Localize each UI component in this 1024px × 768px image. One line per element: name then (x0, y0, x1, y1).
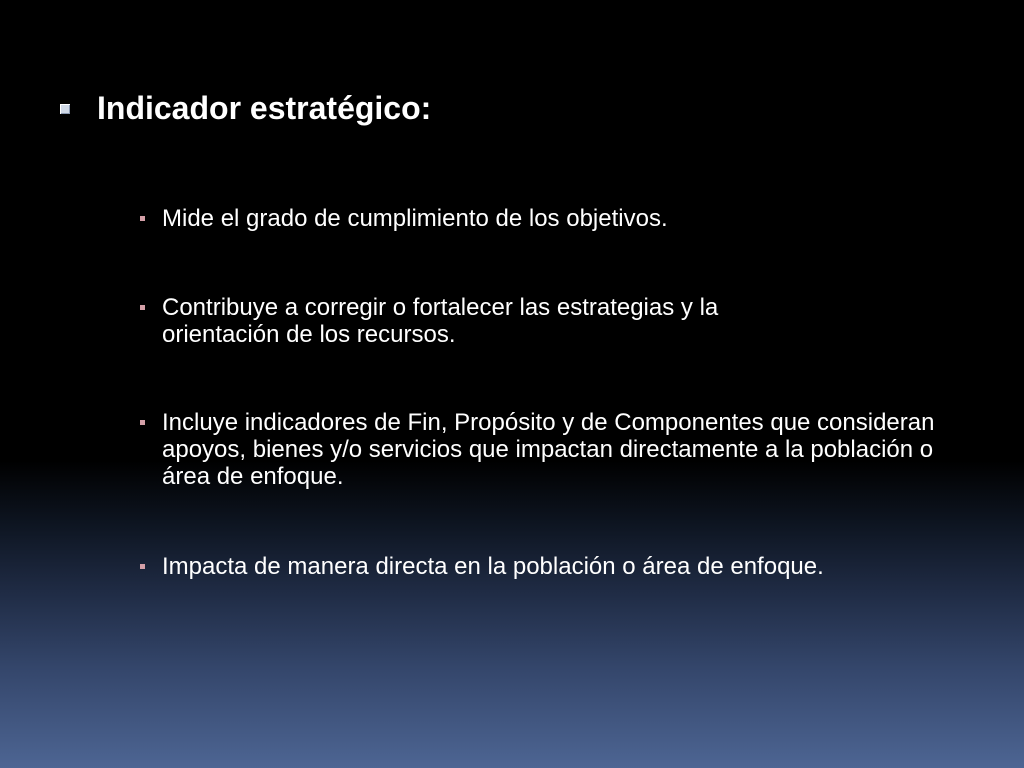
bullet-item (140, 205, 960, 232)
bullet-item-text: Impacta de manera directa en la población o área de enfoque. (162, 553, 824, 580)
small-square-bullet-icon (140, 216, 145, 221)
bullet-item (140, 553, 960, 580)
square-bullet-icon (60, 104, 70, 114)
small-square-bullet-icon (140, 420, 145, 425)
small-square-bullet-icon (140, 564, 145, 569)
heading-text: Indicador estratégico: (97, 90, 432, 126)
bullet-item-text: Mide el grado de cumplimiento de los objetivos. (162, 205, 668, 232)
bullet-item-text: Contribuye a corregir o fortalecer las estrategias y la orientación de los recursos. (162, 294, 719, 348)
bullet-item-text: Incluye indicadores de Fin, Propósito y de Componentes que consideran apoyos, bienes y/o servicios que impactan directamente a la población o área de enfoque. (162, 409, 935, 490)
slide-heading (60, 88, 431, 128)
small-square-bullet-icon (140, 305, 145, 310)
bullet-item (140, 294, 960, 348)
bullet-item (140, 409, 960, 490)
